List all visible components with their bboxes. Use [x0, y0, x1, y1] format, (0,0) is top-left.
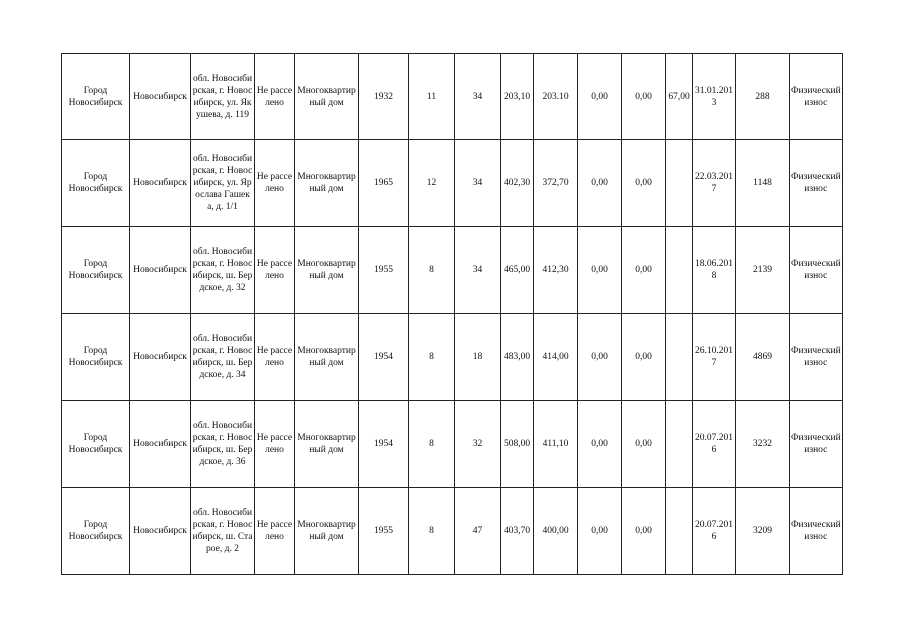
- cell-area-b: 0,00: [622, 488, 666, 575]
- table-body: [62, 54, 843, 575]
- cell-area-a: 0,00: [578, 401, 622, 488]
- housing-table-sheet: [61, 53, 843, 575]
- cell-area-total: 402,30: [501, 140, 534, 227]
- cell-area-living: 203.10: [534, 54, 578, 140]
- cell-type: Многоквартирный дом: [295, 54, 359, 140]
- cell-municipality: Новосибирск: [130, 227, 191, 314]
- cell-residents: 12: [409, 140, 455, 227]
- cell-rooms: 47: [455, 488, 501, 575]
- cell-area-total: 465,00: [501, 227, 534, 314]
- cell-year: 1965: [359, 140, 409, 227]
- cell-area-total: 403,70: [501, 488, 534, 575]
- cell-date: 26.10.2017: [693, 314, 736, 401]
- cell-type: Многоквартирный дом: [295, 314, 359, 401]
- cell-area-a: 0,00: [578, 314, 622, 401]
- cell-status: Не расселено: [255, 54, 295, 140]
- cell-type: Многоквартирный дом: [295, 227, 359, 314]
- cell-area-b: 0,00: [622, 140, 666, 227]
- cell-residents: 11: [409, 54, 455, 140]
- cell-rooms: 18: [455, 314, 501, 401]
- cell-area-b: 0,00: [622, 54, 666, 140]
- cell-area-c: [666, 401, 693, 488]
- cell-doc-no: 4869: [736, 314, 790, 401]
- cell-locality: Город Новосибирск: [62, 488, 130, 575]
- cell-type: Многоквартирный дом: [295, 488, 359, 575]
- cell-area-total: 483,00: [501, 314, 534, 401]
- cell-area-b: 0,00: [622, 401, 666, 488]
- cell-reason: Физический износ: [790, 488, 843, 575]
- cell-municipality: Новосибирск: [130, 54, 191, 140]
- cell-area-living: 400,00: [534, 488, 578, 575]
- cell-year: 1932: [359, 54, 409, 140]
- cell-address: обл. Новосибирская, г. Новосибирск, ш. Бердское, д. 36: [191, 401, 255, 488]
- cell-residents: 8: [409, 488, 455, 575]
- cell-doc-no: 288: [736, 54, 790, 140]
- cell-rooms: 34: [455, 227, 501, 314]
- cell-locality: Город Новосибирск: [62, 314, 130, 401]
- cell-area-living: 372,70: [534, 140, 578, 227]
- cell-locality: Город Новосибирск: [62, 401, 130, 488]
- cell-area-total: 508,00: [501, 401, 534, 488]
- cell-address: обл. Новосибирская, г. Новосибирск, ш. Старое, д. 2: [191, 488, 255, 575]
- cell-status: Не расселено: [255, 401, 295, 488]
- cell-area-c: [666, 227, 693, 314]
- cell-area-total: 203,10: [501, 54, 534, 140]
- cell-status: Не расселено: [255, 140, 295, 227]
- cell-doc-no: 3209: [736, 488, 790, 575]
- cell-date: 31.01.2013: [693, 54, 736, 140]
- cell-rooms: 32: [455, 401, 501, 488]
- cell-status: Не расселено: [255, 314, 295, 401]
- cell-area-a: 0,00: [578, 140, 622, 227]
- cell-year: 1954: [359, 401, 409, 488]
- cell-date: 18.06.2018: [693, 227, 736, 314]
- cell-type: Многоквартирный дом: [295, 401, 359, 488]
- cell-date: 20.07.2016: [693, 401, 736, 488]
- table-row: [62, 140, 843, 227]
- cell-area-c: [666, 488, 693, 575]
- cell-reason: Физический износ: [790, 140, 843, 227]
- cell-reason: Физический износ: [790, 314, 843, 401]
- housing-table: [61, 53, 843, 575]
- cell-area-living: 414,00: [534, 314, 578, 401]
- cell-year: 1955: [359, 227, 409, 314]
- cell-reason: Физический износ: [790, 54, 843, 140]
- cell-residents: 8: [409, 227, 455, 314]
- cell-area-b: 0,00: [622, 314, 666, 401]
- cell-year: 1954: [359, 314, 409, 401]
- cell-type: Многоквартирный дом: [295, 140, 359, 227]
- cell-address: обл. Новосибирская, г. Новосибирск, ш. Бердское, д. 34: [191, 314, 255, 401]
- cell-residents: 8: [409, 401, 455, 488]
- cell-doc-no: 3232: [736, 401, 790, 488]
- cell-rooms: 34: [455, 140, 501, 227]
- cell-area-a: 0,00: [578, 54, 622, 140]
- cell-municipality: Новосибирск: [130, 488, 191, 575]
- cell-date: 20.07.2016: [693, 488, 736, 575]
- cell-status: Не расселено: [255, 488, 295, 575]
- cell-status: Не расселено: [255, 227, 295, 314]
- cell-year: 1955: [359, 488, 409, 575]
- cell-municipality: Новосибирск: [130, 401, 191, 488]
- table-row: [62, 488, 843, 575]
- cell-reason: Физический износ: [790, 401, 843, 488]
- table-row: [62, 54, 843, 140]
- table-row: [62, 227, 843, 314]
- cell-municipality: Новосибирск: [130, 140, 191, 227]
- cell-area-c: [666, 140, 693, 227]
- cell-address: обл. Новосибирская, г. Новосибирск, ш. Бердское, д. 32: [191, 227, 255, 314]
- cell-area-living: 412,30: [534, 227, 578, 314]
- cell-area-a: 0,00: [578, 227, 622, 314]
- cell-residents: 8: [409, 314, 455, 401]
- cell-area-b: 0,00: [622, 227, 666, 314]
- cell-address: обл. Новосибирская, г. Новосибирск, ул. Ярослава Гашека, д. 1/1: [191, 140, 255, 227]
- cell-reason: Физический износ: [790, 227, 843, 314]
- cell-locality: Город Новосибирск: [62, 54, 130, 140]
- cell-area-living: 411,10: [534, 401, 578, 488]
- cell-address: обл. Новосибирская, г. Новосибирск, ул. Якушева, д. 119: [191, 54, 255, 140]
- cell-locality: Город Новосибирск: [62, 227, 130, 314]
- cell-area-c: [666, 314, 693, 401]
- table-row: [62, 314, 843, 401]
- cell-area-c: 67,00: [666, 54, 693, 140]
- cell-municipality: Новосибирск: [130, 314, 191, 401]
- cell-doc-no: 2139: [736, 227, 790, 314]
- cell-date: 22.03.2017: [693, 140, 736, 227]
- table-row: [62, 401, 843, 488]
- cell-rooms: 34: [455, 54, 501, 140]
- cell-locality: Город Новосибирск: [62, 140, 130, 227]
- cell-doc-no: 1148: [736, 140, 790, 227]
- cell-area-a: 0,00: [578, 488, 622, 575]
